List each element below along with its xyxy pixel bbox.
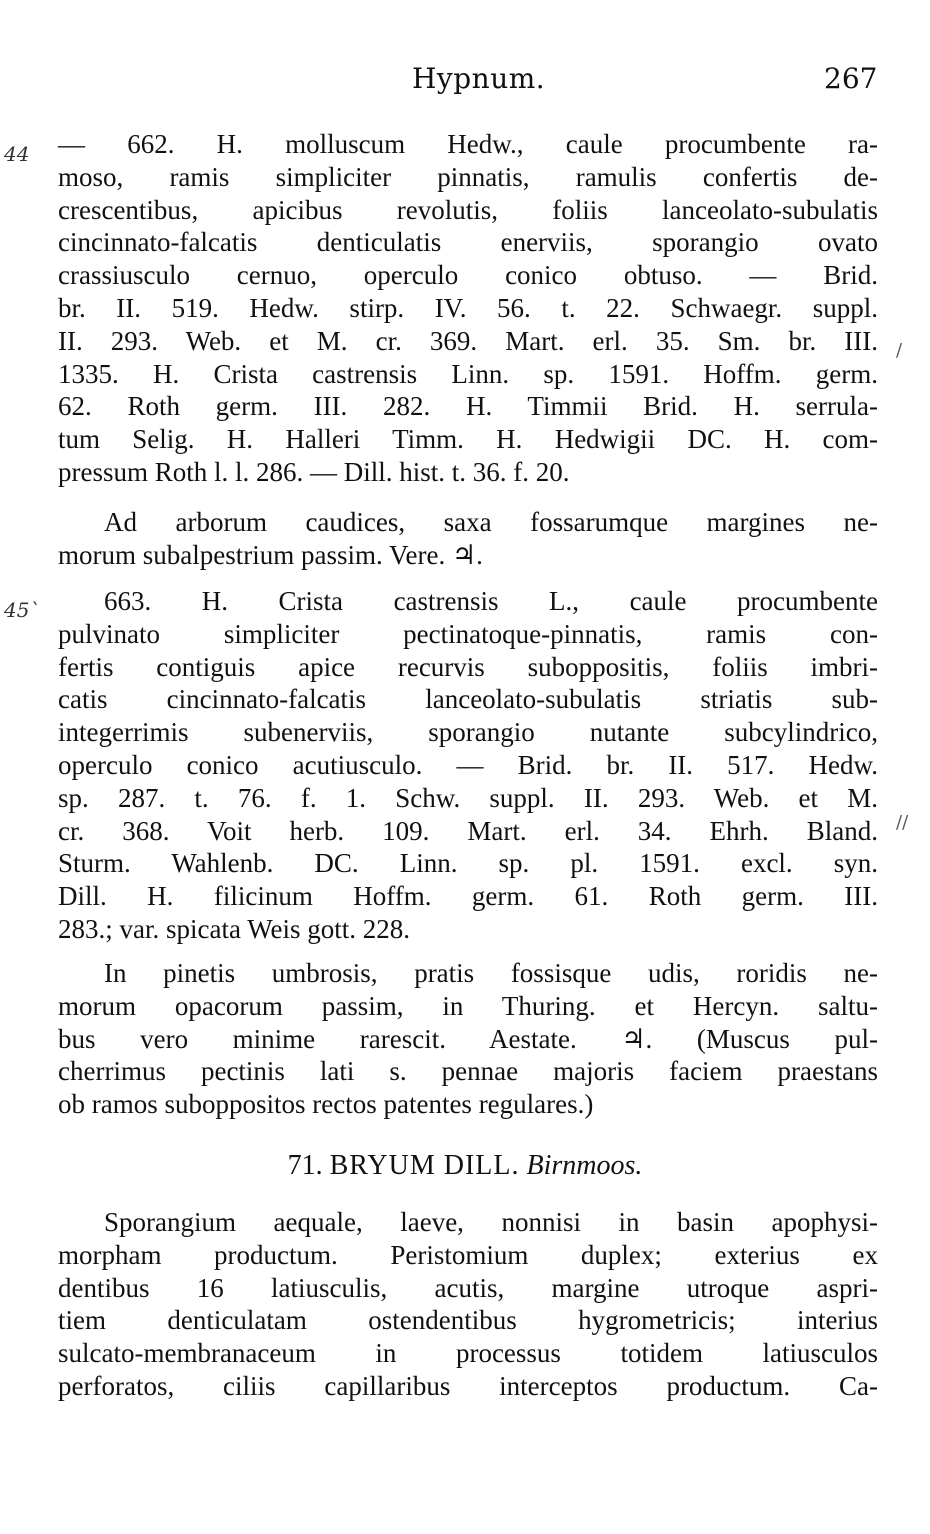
text-line: cr. 368. Voit herb. 109. Mart. erl. 34. Ehrh. Bland. <box>58 815 878 846</box>
text-line: operculo conico acutiusculo. — Brid. br. II. 517. Hedw. <box>58 749 878 780</box>
text-line: Dill. H. filicinum Hoffm. germ. 61. Roth germ. III. <box>58 881 878 912</box>
section-number: 71. <box>287 1150 323 1181</box>
text-line: moso, ramis simpliciter pinnatis, ramulis confertis de- <box>58 161 878 192</box>
page-number: 267 <box>824 62 878 95</box>
text-line: perforatos, ciliis capillaribus interceptos productum. Ca- <box>58 1370 878 1401</box>
section-heading-71 <box>0 1150 930 1182</box>
text-line: Sporangium aequale, laeve, nonnisi in basin apophysi- <box>104 1207 878 1237</box>
text-line: morum subalpestrium passim. Vere. ♃. <box>58 539 483 570</box>
text-line: crescentibus, apicibus revolutis, foliis lanceolato-subulatis <box>58 194 878 225</box>
text-line: In pinetis umbrosis, pratis fossisque udis, roridis ne- <box>104 958 878 988</box>
text-line: sp. 287. t. 76. f. 1. Schw. suppl. II. 293. Web. et M. <box>58 782 878 813</box>
text-line: br. II. 519. Hedw. stirp. IV. 56. t. 22. Schwaegr. suppl. <box>58 292 878 323</box>
margin-mark-right-1: / <box>896 340 903 361</box>
text-line: pulvinato simpliciter pectinatoque-pinnatis, ramis con- <box>58 618 878 649</box>
text-line: ob ramos suboppositos rectos patentes regulares.) <box>58 1089 594 1120</box>
text-line: 62. Roth germ. III. 282. H. Timmii Brid. H. serrula- <box>58 391 878 422</box>
text-line: fertis contiguis apice recurvis suboppositis, foliis imbri- <box>58 651 878 682</box>
genus-german-name: Birnmoos. <box>526 1150 643 1181</box>
entry-663-habitat <box>58 957 878 1121</box>
text-line: pressum Roth l. l. 286. — Dill. hist. t. 36. f. 20. <box>58 456 570 487</box>
text-line: tiem denticulatam ostendentibus hygrometricis; interius <box>58 1305 878 1336</box>
margin-mark-right-2: // <box>896 812 909 833</box>
entry-662-habitat <box>58 506 878 572</box>
text-line: 1335. H. Crista castrensis Linn. sp. 1591. Hoffm. germ. <box>58 358 878 389</box>
text-line: II. 293. Web. et M. cr. 369. Mart. erl. 35. Sm. br. III. <box>58 325 878 356</box>
text-line: 663. H. Crista castrensis L., caule procumbente <box>104 586 878 616</box>
text-line: dentibus 16 latiusculis, acutis, margine utroque aspri- <box>58 1272 878 1303</box>
entry-662-description <box>58 128 878 489</box>
text-line: cherrimus pectinis lati s. pennae majoris faciem praestans <box>58 1056 878 1087</box>
text-line: morpham productum. Peristomium duplex; exterius ex <box>58 1239 878 1270</box>
section-71-description <box>58 1206 878 1403</box>
entry-663-description <box>58 585 878 946</box>
text-line: bus vero minime rarescit. Aestate. ♃. (Muscus pul- <box>58 1023 878 1054</box>
margin-note-663: 45` <box>4 598 40 622</box>
text-line: 283.; var. spicata Weis gott. 228. <box>58 913 411 944</box>
running-header-title: Hypnum. <box>412 62 546 95</box>
genus-name: BRYUM DILL. <box>329 1150 520 1181</box>
text-line: morum opacorum passim, in Thuring. et Hercyn. saltu- <box>58 990 878 1021</box>
text-line: integerrimis subenerviis, sporangio nutante subcylindrico, <box>58 717 878 748</box>
text-line: tum Selig. H. Halleri Timm. H. Hedwigii DC. H. com- <box>58 424 878 455</box>
text-line: Ad arborum caudices, saxa fossarumque margines ne- <box>104 507 878 537</box>
text-line: catis cincinnato-falcatis lanceolato-subulatis striatis sub- <box>58 684 878 715</box>
margin-note-662: 44 <box>4 142 30 166</box>
text-line: — 662. H. molluscum Hedw., caule procumbente ra- <box>58 129 878 159</box>
text-line: cincinnato-falcatis denticulatis enerviis, sporangio ovato <box>58 227 878 258</box>
text-line: crassiusculo cernuo, operculo conico obtuso. — Brid. <box>58 260 878 291</box>
text-line: Sturm. Wahlenb. DC. Linn. sp. pl. 1591. excl. syn. <box>58 848 878 879</box>
text-line: sulcato-membranaceum in processus totidem latiusculos <box>58 1338 878 1369</box>
